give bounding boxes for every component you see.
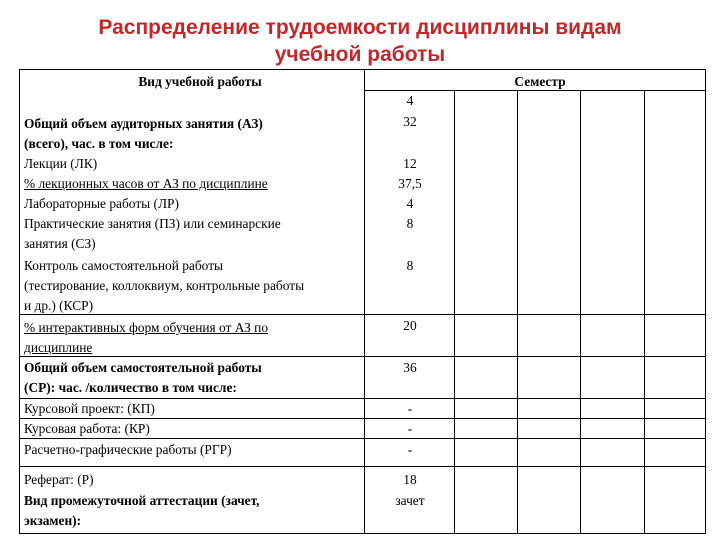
row-value: 8: [406, 216, 414, 231]
row-value: 4: [406, 196, 414, 211]
table-border-bottom: [19, 533, 706, 534]
row-value: зачет: [395, 493, 425, 508]
row-label: % лекционных часов от АЗ по дисциплине: [24, 176, 268, 191]
row-label: Реферат: (Р): [24, 472, 94, 487]
row-value: 37,5: [398, 176, 422, 191]
row-label: Практические занятия (ПЗ) или семинарские занятия (СЗ): [24, 216, 281, 251]
row-label: Вид промежуточной аттестации (зачет, экзамен):: [24, 493, 260, 528]
table-border-top: [19, 69, 706, 70]
row-label: % интерактивных форм обучения от АЗ по дисциплине: [24, 320, 269, 355]
row-value: 20: [403, 318, 417, 333]
row-value: 18: [403, 472, 417, 487]
row-value: -: [407, 442, 413, 457]
row-label: Лекции (ЛК): [24, 156, 98, 171]
row-label: Общий объем аудиторных занятия (АЗ) (всего), час. в том числе:: [24, 116, 263, 151]
semester-number: 4: [406, 93, 414, 108]
row-label: Лабораторные работы (ЛР): [24, 196, 179, 211]
row-label: Курсовой проект: (КП): [24, 401, 155, 416]
row-value: -: [407, 401, 413, 416]
row-label: Расчетно-графические работы (РГР): [24, 442, 232, 457]
table-border-left: [19, 69, 20, 534]
row-label: Курсовая работа: (КР): [24, 421, 150, 436]
header-work-type: Вид учебной работы: [138, 74, 262, 89]
title-line-1: Распределение трудоемкости дисциплины видам: [98, 16, 622, 39]
table-col-divider-4: [580, 90, 581, 534]
table-border-right: [705, 69, 706, 534]
header-semester: Семестр: [514, 74, 566, 89]
table-col-divider-2: [454, 90, 455, 534]
row-value: -: [407, 421, 413, 436]
row-value: 8: [406, 258, 414, 273]
title-line-2: учебной работы: [274, 43, 446, 66]
row-label: Контроль самостоятельной работы (тестирование, коллоквиум, контрольные работы и др.) (КСР): [24, 258, 305, 313]
table-col-divider-3: [517, 90, 518, 534]
row-value: 36: [403, 360, 417, 375]
row-value: 32: [403, 114, 417, 129]
table-col-divider-1: [364, 69, 365, 534]
table-row-divider: [19, 466, 706, 467]
row-value: 12: [403, 156, 417, 171]
table-col-divider-5: [644, 90, 645, 534]
row-label: Общий объем самостоятельной работы (СР): час. /количество в том числе:: [24, 360, 262, 395]
